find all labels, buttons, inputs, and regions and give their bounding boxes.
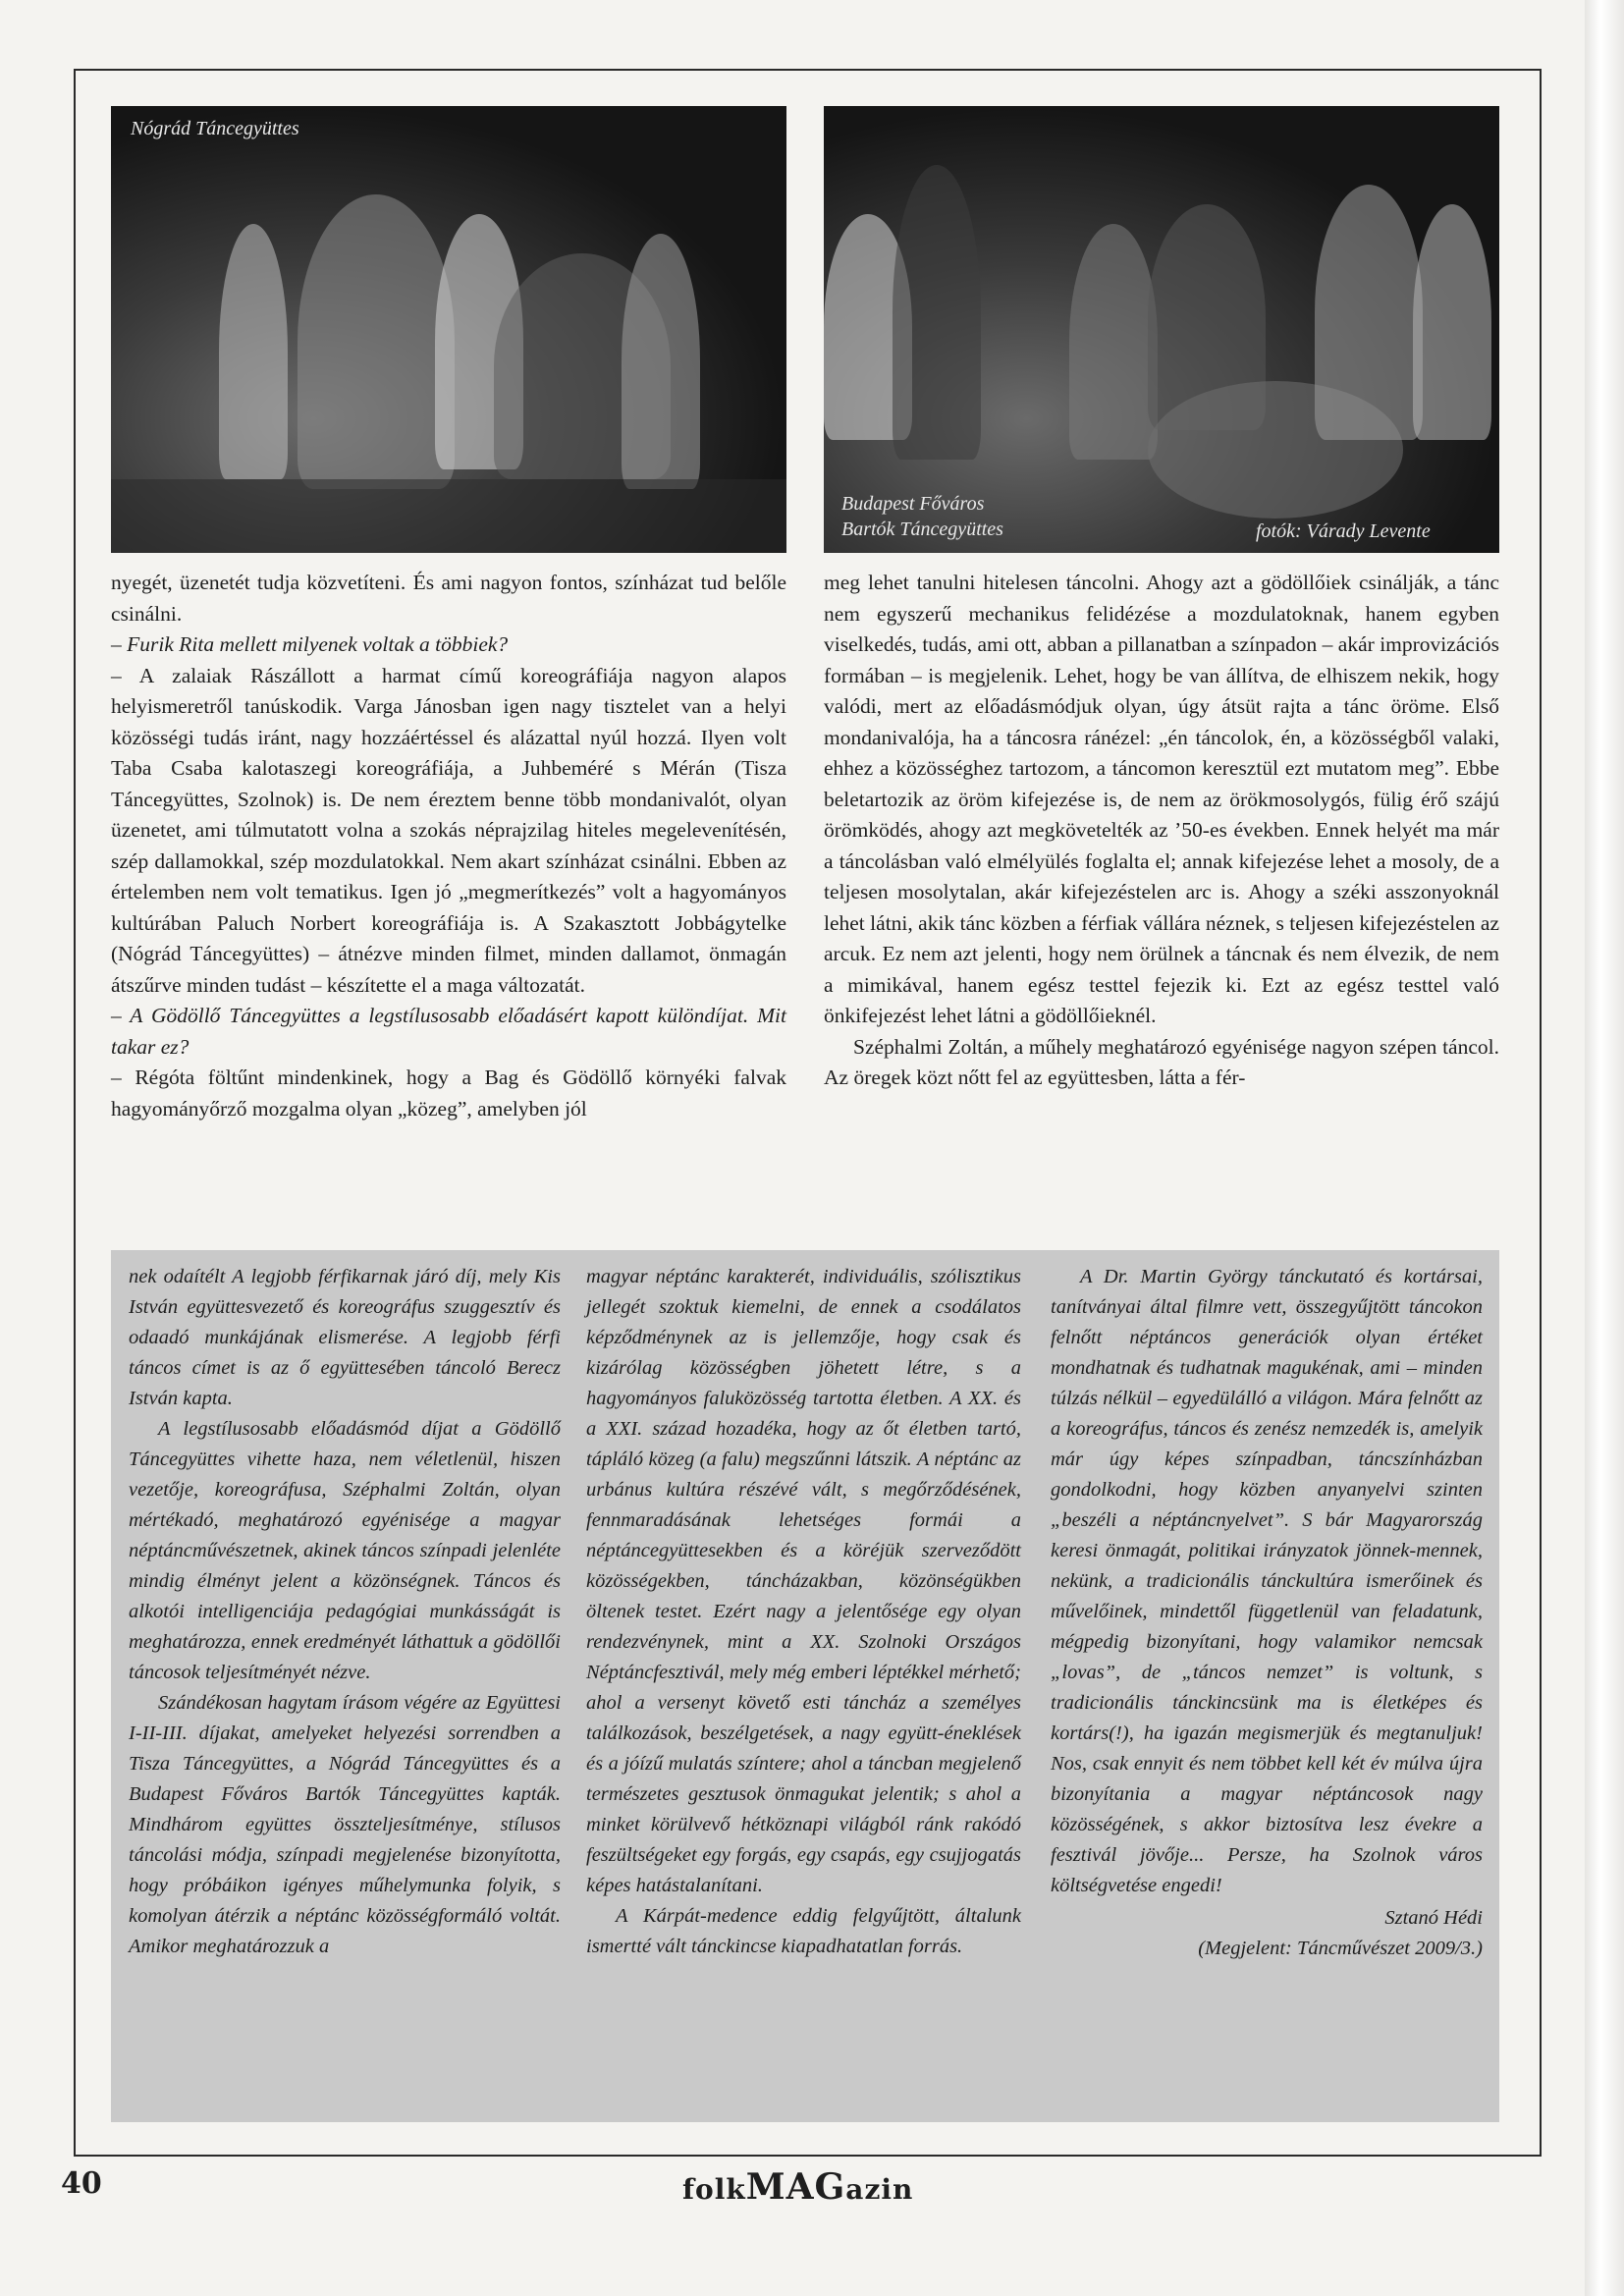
sidebar-paragraph: magyar néptánc karakterét, individuális, szólisztikus jellegét szoktuk kiemelni, de ennek a csodálatos képződménynek az is jellemzője, hogy csak és kizárólag közösségben jöhetett létre, s a hagyományos faluközösség tartotta életben. A XX. és a XXI. század hozadéka, hogy az őt életben tartó, tápláló közeg (a falu) megszűnni látszik. A néptánc az urbánus kultúra részévé vált, s megőrződésének, fennmaradásának lehetséges formái a néptáncegyüttesekben és a köréjük szerveződött közösségekben, táncházakban, közönségükben öltenek testet. Ezért nagy a jelentősége egy olyan rendezvénynek, mint a XX. Szolnoki Országos Néptáncfesztivál, mely még emberi léptékkel mérhető; ahol a versenyt követő esti táncház a személyes találkozások, beszélgetések, a nagy együtt-éneklések és a jóízű mulatás színtere; ahol a táncban megjelenő természetes gesztusok önmagukat jelentik; s ahol a minket körülvevő hétköznapi világból ránk rakódó feszültségeket egy forgás, egy csapás, egy csujjogatás képes hatástalanítani. (586, 1266, 1021, 1896)
sidebar-paragraph: A legstílusosabb előadásmód díjat a Gödöllő Táncegyüttes vihette haza, nem véletlenül, hiszen vezetője, koreográfusa, Széphalmi Zoltán, olyan mértékadó, meghatározó egyénisége a magyar néptáncművészetnek, akinek táncos színpadi jelenléte mindig élményt jelent a közönségnek. Táncos és alkotói intelligenciája pedagógiai munkásságát is meghatározza, ennek eredményét láthattuk a gödöllői táncosok teljesítményét nézve. (129, 1418, 561, 1683)
page-spine-edge (1585, 0, 1624, 2296)
sidebar-paragraph: Szándékosan hagytam írásom végére az Együttesi I-II-III. díjakat, amelyeket helyezési sorrendben a Tisza Táncegyüttes, a Nógrád Táncegyüttes és a Budapest Főváros Bartók Táncegyüttes kapták. Mindhárom együttes összteljesítménye, stílusos táncolási módja, színpadi megjelenése bizonyította, hogy próbáikon igényes műhelymunka folyik, s komolyan átérzik a néptánc közösségformáló voltát. Amikor meghatározzuk a (129, 1692, 561, 1957)
magazine-logo-part: MAG (745, 2166, 846, 2208)
paragraph: meg lehet tanulni hitelesen táncolni. Ahogy azt a gödöllőiek csinálják, a tánc nem egyszerű mechanikus felidézése a mozdulatoknak, hanem egyben viselkedés, tudás, ami ott, abban a pillanatban a színpadon – akár improvizációs formában – is megjelenik. Lehet, hogy be van állítva, de elhiszem nekik, hogy valódi, mert az előadásmódjuk olyan, úgy átsüt rajta a tánc öröme. Első mondanivalója, ha a táncosra ránézel: „én táncolok, én, a közösségből valaki, ehhez a közösséghez tartozom, a táncomon keresztül ezt mutatom meg”. Ebbe beletartozik az öröm kifejezése is, de nem az örökmosolygós, fülig érő szájú örömködés, ahogy azt megkövetelték az ’50-es években. Ennek helyét ma már a táncolásban való elmélyülés foglalta el; annak kifejezése lehet a mosoly, de a teljesen mosolytalan, akár kifejezéstelen arc is. Ahogy a széki asszonyoknál lehet látni, akik tánc közben a férfiak vállára néznek, s teljesen kifejezéstelen az arcuk. Ez nem azt jelenti, hogy nem örülnek a táncnak és nem élvezik, de nem a mimikával, hanem egész testtel fejezik ki. Ezt az egész testtel való önkifejezést lehet látni a gödöllőieknél. (824, 571, 1499, 1027)
publication-note: (Megjelent: Táncművészet 2009/3.) (1198, 1938, 1483, 1959)
sidebar-paragraph: A Kárpát-medence eddig felgyűjtött, általunk ismertté vált tánckincse kiapadhatatlan forrás. (586, 1905, 1021, 1957)
author-signature: Sztanó Hédi (1384, 1907, 1483, 1929)
photo-caption-left: Nógrád Táncegyüttes (131, 118, 299, 139)
interview-question: – Furik Rita mellett milyenek voltak a többiek? (111, 632, 509, 656)
magazine-logo-part: folk (682, 2173, 746, 2206)
magazine-logo (682, 2166, 913, 2208)
paragraph: Széphalmi Zoltán, a műhely meghatározó egyénisége nagyon szépen táncol. Az öregek közt nőtt fel az együttesben, látta a fér- (824, 1034, 1499, 1089)
paragraph: – Régóta föltűnt mindenkinek, hogy a Bag és Gödöllő környéki falvak hagyományőrző mozgalma olyan „közeg”, amelyben jól (111, 1066, 786, 1121)
sidebar-column-3 (1051, 1262, 1483, 1964)
photo-caption-right-line1: Budapest Főváros (841, 493, 985, 515)
photo-caption-right-line2: Bartók Táncegyüttes (841, 519, 1003, 540)
article-column-right (824, 568, 1499, 1094)
page-number: 40 (61, 2166, 102, 2201)
paragraph: – A zalaiak Rászállott a harmat című koreográfiája nagyon alapos helyismeretről tanúskodik. Varga Jánosban igen nagy tisztelet van a helyi közösségi tudás iránt, nagy hozzáértéssel és alázattal nyúl hozzá. Ilyen volt Taba Csaba kalotaszegi koreográfiája, a Juhbeméré s Mérán (Tisza Táncegyüttes, Szolnok) is. De nem éreztem benne több mondanivalót, olyan üzenetet, ami túlmutatott volna a szokás néprajzilag hiteles megelevenítésén, szép dallamokkal, szép mozdulatokkal. Nem akart színházat csinálni. Ebben az értelemben nem volt tematikus. Igen jó „megmerítkezés” volt a hagyományos kultúrában Paluch Norbert koreográfiája is. A Szakasztott Jobbágytelke (Nógrád Táncegyüttes) – átnézve minden filmet, minden dallamot, önmagán átszűrve minden tudást – készítette el a maga változatát. (111, 663, 786, 997)
photo-nograd-ensemble (111, 106, 786, 553)
magazine-logo-part: azin (845, 2173, 914, 2206)
sidebar-paragraph: A Dr. Martin György tánckutató és kortársai, tanítványai által filmre vett, összegyűjtött táncokon felnőtt néptáncos generációk olyan értéket mondhatnak és tudhatnak magukénak, ami – minden túlzás nélkül – egyedülálló a világon. Mára felnőtt az a koreográfus, táncos és zenész nemzedék is, amelyik már úgy képes színpadban, táncszínházban gondolkodni, hogy közben anyanyelvi szinten „beszéli a néptáncnyelvet”. S bár Magyarország keresi önmagát, politikai irányzatok jönnek-mennek, nekünk, a tradicionális tánckultúra ismerőinek és művelőinek, mindettől függetlenül van feladatunk, mégpedig bizonyítani, hogy valamikor nemcsak „lovas”, de „táncos nemzet” is voltunk, s tradicionális tánckincsünk ma is életképes és kortárs(!), ha igazán megismerjük és megtanuljuk! Nos, csak ennyit és nem többet kell két év múlva újra bizonyítania a magyar néptáncosok nagy közösségének, s akkor biztosítva lesz évekre a fesztivál jövője... Persze, ha Szolnok város költségvetése engedi! (1051, 1266, 1483, 1896)
interview-question: – A Gödöllő Táncegyüttes a legstílusosabb előadásért kapott különdíjat. Mit takar ez? (111, 1004, 786, 1059)
photo-credit: fotók: Várady Levente (1256, 520, 1431, 542)
sidebar-column-1 (129, 1262, 561, 1962)
sidebar-column-2 (586, 1262, 1021, 1962)
sidebar-paragraph: nek odaítélt A legjobb férfikarnak járó díj, mely Kis István együttesvezető és koreográfus szuggesztív és odaadó munkájának elismerése. A legjobb férfi táncos címet is az ő együttesében táncoló Berecz István kapta. (129, 1266, 561, 1409)
photo-bartok-ensemble (824, 106, 1499, 553)
paragraph: nyegét, üzenetét tudja közvetíteni. És ami nagyon fontos, színházat tud belőle csinálni. (111, 571, 786, 626)
article-column-left (111, 568, 786, 1124)
